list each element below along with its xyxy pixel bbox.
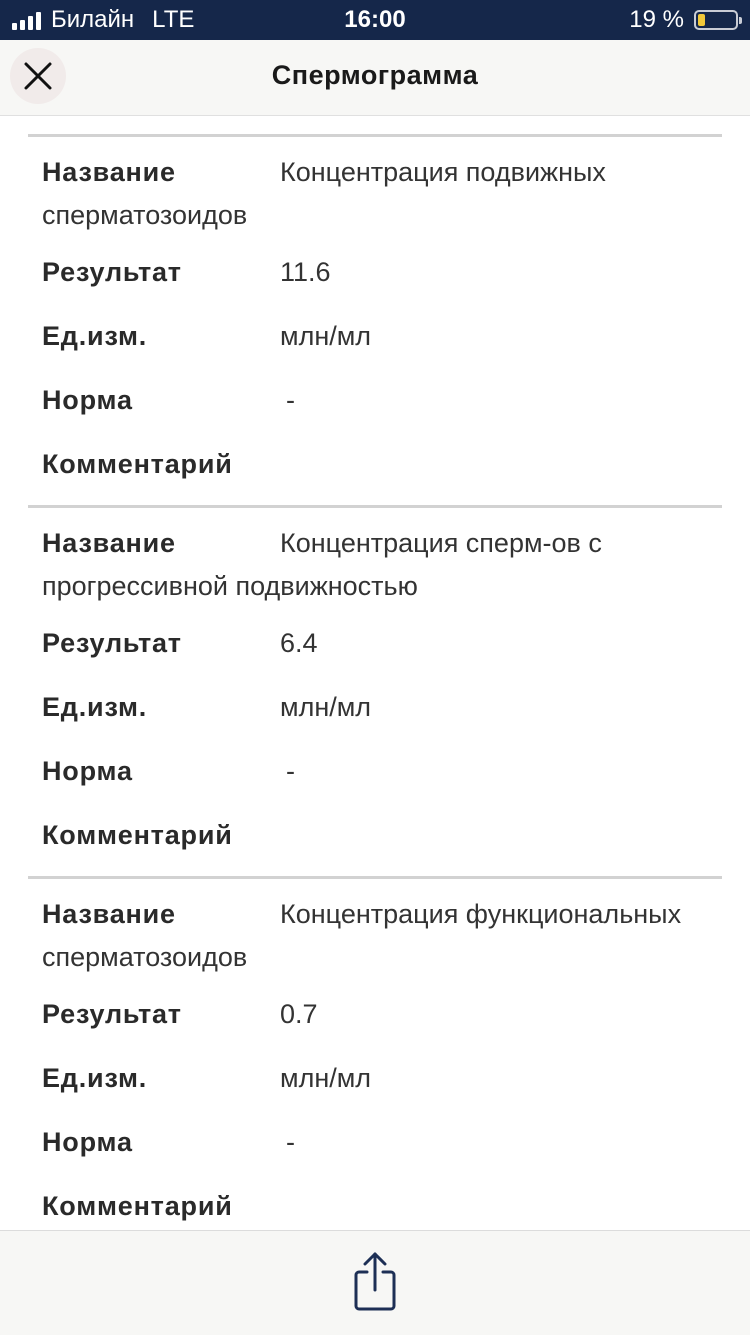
- unit-value: млн/мл: [280, 1063, 372, 1093]
- page-title: Спермограмма: [271, 60, 479, 90]
- unit-label: Ед.изм.: [42, 1063, 148, 1093]
- result-record: [28, 876, 722, 1230]
- result-record: [28, 134, 722, 505]
- unit-value: млн/мл: [280, 692, 372, 722]
- result-value: 0.7: [280, 999, 318, 1029]
- share-button[interactable]: [345, 1249, 405, 1313]
- carrier-name: Билайн: [51, 6, 135, 33]
- norm-label: Норма: [42, 1127, 133, 1157]
- name-value: Концентрация сперм-ов с прогрессивной подвижностью: [42, 528, 602, 601]
- row-comment: [28, 806, 722, 870]
- status-right: [629, 6, 738, 34]
- row-result: [28, 243, 722, 307]
- row-norm: [28, 371, 722, 435]
- norm-value: -: [286, 1127, 295, 1157]
- name-value: Концентрация функциональных сперматозоидов: [42, 899, 682, 972]
- row-unit: [28, 1049, 722, 1113]
- comment-label: Комментарий: [42, 1191, 233, 1221]
- battery-fill: [698, 14, 705, 26]
- row-unit: [28, 678, 722, 742]
- battery-tip: [739, 17, 742, 24]
- status-time: 16:00: [344, 6, 406, 33]
- result-label: Результат: [42, 257, 182, 287]
- row-comment: [28, 1177, 722, 1230]
- row-comment: [28, 435, 722, 499]
- name-block: [42, 893, 722, 979]
- share-icon: [353, 1250, 397, 1312]
- row-name: [28, 879, 722, 985]
- network-type: LTE: [152, 6, 195, 33]
- norm-value: -: [286, 756, 295, 786]
- row-norm: [28, 1113, 722, 1177]
- name-value: Концентрация подвижных сперматозоидов: [42, 157, 606, 230]
- result-value: 11.6: [280, 257, 331, 287]
- comment-label: Комментарий: [42, 449, 233, 479]
- result-record: [28, 505, 722, 876]
- result-label: Результат: [42, 628, 182, 658]
- name-block: [42, 522, 722, 608]
- results-list[interactable]: [0, 116, 750, 1230]
- row-name: [28, 508, 722, 614]
- bottom-toolbar: [0, 1230, 750, 1335]
- row-norm: [28, 742, 722, 806]
- row-result: [28, 614, 722, 678]
- row-unit: [28, 307, 722, 371]
- row-result: [28, 985, 722, 1049]
- status-bar: [0, 0, 750, 40]
- row-name: [28, 137, 722, 243]
- name-label: Название: [42, 899, 176, 929]
- unit-label: Ед.изм.: [42, 321, 148, 351]
- result-label: Результат: [42, 999, 182, 1029]
- nav-bar: [0, 40, 750, 116]
- unit-value: млн/мл: [280, 321, 372, 351]
- norm-label: Норма: [42, 756, 133, 786]
- norm-value: -: [286, 385, 295, 415]
- comment-label: Комментарий: [42, 820, 233, 850]
- battery-icon: [694, 10, 738, 30]
- name-block: [42, 151, 722, 237]
- unit-label: Ед.изм.: [42, 692, 148, 722]
- name-label: Название: [42, 528, 176, 558]
- result-value: 6.4: [280, 628, 318, 658]
- norm-label: Норма: [42, 385, 133, 415]
- battery-percent: 19 %: [629, 6, 684, 33]
- name-label: Название: [42, 157, 176, 187]
